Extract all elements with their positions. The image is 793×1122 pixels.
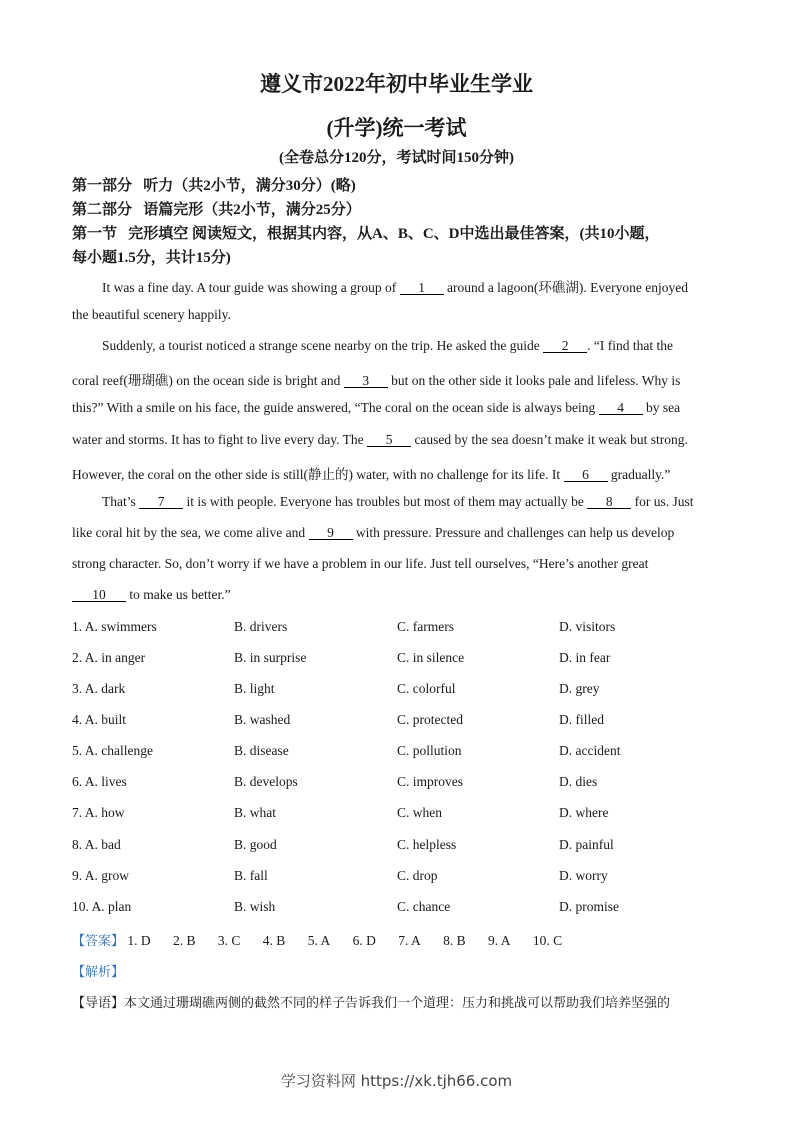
passage-line bbox=[72, 369, 680, 389]
option-c: C. helpless bbox=[397, 837, 457, 852]
blank-8: 8 bbox=[587, 495, 631, 509]
answer-tag: 【答案】 bbox=[72, 934, 125, 949]
answer-item: 8. B bbox=[443, 933, 466, 948]
option-a: 2. A. in anger bbox=[72, 650, 146, 665]
option-a: 3. A. dark bbox=[72, 681, 126, 696]
option-c: C. pollution bbox=[397, 743, 462, 758]
answer-row bbox=[72, 930, 581, 949]
blank-4: 4 bbox=[599, 401, 643, 415]
passage-line bbox=[102, 338, 673, 354]
passage-line: strong character. So, don’t worry if we have a problem in our life. Just tell ourselves, “Here’s another great bbox=[72, 556, 649, 571]
passage-text: to make us better.” bbox=[129, 587, 231, 602]
option-d: D. grey bbox=[559, 681, 600, 696]
section1-heading-line1: 第一节 完形填空 阅读短文，根据其内容，从A、B、C、D中选出最佳答案，(共10小题， bbox=[72, 226, 660, 242]
passage-text: caused by the sea doesn’t make it weak but strong. bbox=[414, 432, 688, 447]
option-d: D. painful bbox=[559, 837, 614, 852]
option-d: D. in fear bbox=[559, 650, 611, 665]
option-b: B. fall bbox=[234, 868, 268, 883]
passage-text: gradually.” bbox=[610, 467, 671, 482]
blank-5: 5 bbox=[367, 433, 411, 447]
passage-text: water and storms. It has to fight to live every day. The bbox=[72, 432, 364, 447]
passage-text: . “I find that the bbox=[587, 338, 673, 353]
passage-text: for us. Just bbox=[634, 494, 694, 509]
passage-text: like coral hit by the sea, we come alive and bbox=[72, 525, 306, 540]
passage-text: around a lagoon(环礁湖). Everyone enjoyed bbox=[446, 280, 689, 295]
blank-3: 3 bbox=[344, 374, 388, 388]
option-b: B. disease bbox=[234, 743, 289, 758]
passage-text: Suddenly, a tourist noticed a strange scene nearby on the trip. He asked the guide bbox=[102, 338, 540, 353]
answer-item: 10. C bbox=[532, 933, 563, 948]
option-c: C. farmers bbox=[397, 619, 454, 634]
answer-item: 4. B bbox=[262, 933, 286, 948]
section1-heading-line2: 每小题1.5分，共计15分) bbox=[72, 250, 231, 266]
option-a: 5. A. challenge bbox=[72, 743, 153, 758]
option-b: B. light bbox=[234, 681, 275, 696]
guide-line bbox=[72, 992, 670, 1011]
passage-text: by sea bbox=[646, 400, 681, 415]
passage-text: However, the coral on the other side is still(静止的) water, with no challenge for its life. It bbox=[72, 467, 561, 482]
answer-item: 1. D bbox=[127, 933, 151, 948]
passage-line bbox=[102, 494, 694, 510]
option-a: 10. A. plan bbox=[72, 899, 132, 914]
option-c: C. when bbox=[397, 805, 442, 820]
passage-line bbox=[102, 276, 688, 296]
option-b: B. drivers bbox=[234, 619, 288, 634]
option-b: B. in surprise bbox=[234, 650, 307, 665]
blank-9: 9 bbox=[309, 526, 353, 540]
option-a: 9. A. grow bbox=[72, 868, 129, 883]
option-d: D. dies bbox=[559, 774, 598, 789]
passage-text: coral reef(珊瑚礁) on the ocean side is bright and bbox=[72, 373, 341, 388]
answer-item: 9. A bbox=[487, 933, 511, 948]
option-a: 8. A. bad bbox=[72, 837, 121, 852]
option-c: C. drop bbox=[397, 868, 438, 883]
option-d: D. worry bbox=[559, 868, 608, 883]
exam-title-line2: (升学)统一考试 bbox=[326, 116, 467, 140]
option-b: B. what bbox=[234, 805, 276, 820]
option-a: 4. A. built bbox=[72, 712, 127, 727]
answer-item: 2. B bbox=[173, 933, 196, 948]
passage-text: with pressure. Pressure and challenges can help us develop bbox=[355, 525, 675, 540]
passage-line bbox=[72, 432, 688, 448]
answer-item: 6. D bbox=[352, 933, 376, 948]
option-a: 6. A. lives bbox=[72, 774, 127, 789]
guide-tag: 【导语】 bbox=[72, 996, 125, 1011]
exam-subtitle: (全卷总分120分，考试时间150分钟) bbox=[279, 150, 514, 166]
blank-7: 7 bbox=[139, 495, 183, 509]
analysis-tag: 【解析】 bbox=[72, 965, 125, 980]
part1-heading: 第一部分 听力（共2小节，满分30分）(略) bbox=[72, 178, 356, 194]
passage-text: It was a fine day. A tour guide was showing a group of bbox=[102, 280, 397, 295]
option-b: B. washed bbox=[234, 712, 291, 727]
answer-item: 7. A bbox=[398, 933, 421, 948]
passage-text: That’s bbox=[102, 494, 136, 509]
passage-text: but on the other side it looks pale and lifeless. Why is bbox=[391, 373, 681, 388]
passage-line bbox=[72, 400, 680, 416]
option-d: D. where bbox=[559, 805, 609, 820]
option-d: D. visitors bbox=[559, 619, 616, 634]
option-b: B. wish bbox=[234, 899, 276, 914]
blank-6: 6 bbox=[564, 468, 608, 482]
option-d: D. promise bbox=[559, 899, 619, 914]
option-c: C. in silence bbox=[397, 650, 465, 665]
passage-line: the beautiful scenery happily. bbox=[72, 307, 231, 322]
part2-heading: 第二部分 语篇完形（共2小节，满分25分） bbox=[72, 202, 361, 218]
passage-line bbox=[72, 463, 670, 483]
option-d: D. filled bbox=[559, 712, 604, 727]
option-c: C. improves bbox=[397, 774, 463, 789]
option-d: D. accident bbox=[559, 743, 621, 758]
blank-2: 2 bbox=[543, 339, 587, 353]
option-c: C. chance bbox=[397, 899, 451, 914]
blank-10: 10 bbox=[72, 588, 126, 602]
passage-line bbox=[72, 587, 231, 603]
guide-text: 本文通过珊瑚礁两侧的截然不同的样子告诉我们一个道理：压力和挑战可以帮助我们培养坚强的 bbox=[124, 996, 671, 1011]
passage-text: this?” With a smile on his face, the guide answered, “The coral on the ocean side is always being bbox=[72, 400, 596, 415]
option-c: C. colorful bbox=[397, 681, 456, 696]
blank-1: 1 bbox=[400, 281, 444, 295]
footer-watermark: 学习资料网 https://xk.tjh66.com bbox=[280, 1072, 513, 1090]
answer-item: 5. A bbox=[307, 933, 331, 948]
option-a: 7. A. how bbox=[72, 805, 125, 820]
exam-title-line1: 遵义市2022年初中毕业生学业 bbox=[260, 72, 533, 96]
passage-line bbox=[72, 525, 674, 541]
option-b: B. develops bbox=[234, 774, 298, 789]
option-b: B. good bbox=[234, 837, 277, 852]
option-a: 1. A. swimmers bbox=[72, 619, 157, 634]
option-c: C. protected bbox=[397, 712, 463, 727]
answer-item: 3. C bbox=[217, 933, 241, 948]
passage-text: it is with people. Everyone has troubles but most of them may actually be bbox=[186, 494, 584, 509]
